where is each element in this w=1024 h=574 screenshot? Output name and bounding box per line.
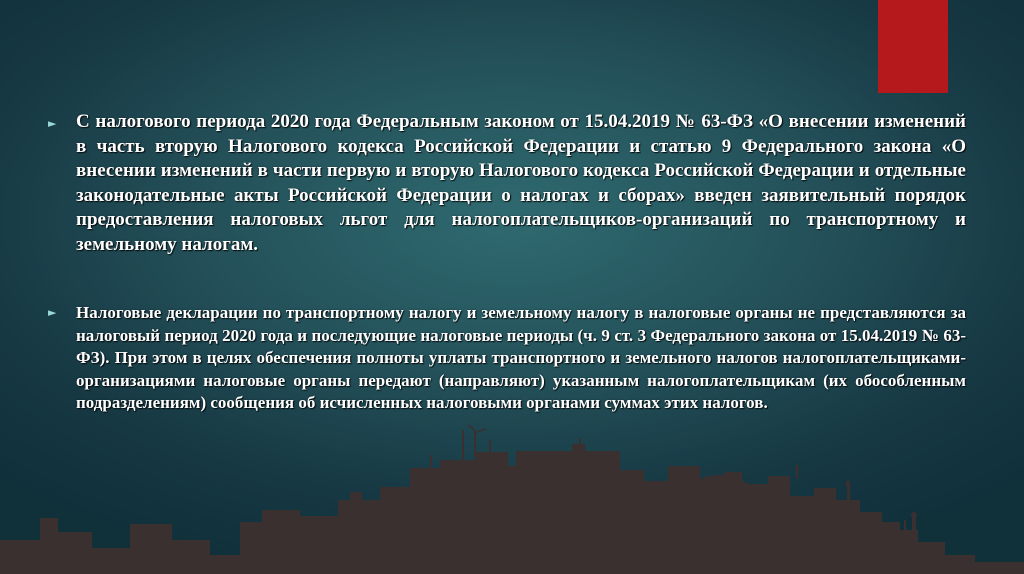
red-accent-bar [878, 0, 948, 93]
bullet-triangle-icon: ► [48, 117, 57, 130]
paragraph-tax-declarations: Налоговые декларации по транспортному налогу и земельному налогу в налоговые органы не представляются за налоговый период 2020 года и последующие налоговые периоды (ч. 9 ст. 3 Федерального закона от 15.04.2019 № 63-ФЗ). При этом в целях обеспечения полноты уплаты транспортного и земельного налогов налогоплательщиками-организациями налоговые органы передают (направляют) указанным налогоплательщикам (их обособленным подразделениям) сообщения об исчисленных налоговыми органами суммах этих налогов. [76, 303, 966, 413]
bullet-triangle-icon: ► [48, 306, 57, 319]
paragraph-tax-benefits: С налогового периода 2020 года Федеральным законом от 15.04.2019 № 63-ФЗ «О внесении изменений в часть вторую Налогового кодекса Российской Федерации и статью 9 Федерального закона «О внесении изменений в части первую и вторую Налогового кодекса Российской Федерации и отдельные законодательные акты Российской Федерации о налогах и сборах» введен заявительный порядок предоставления налоговых льгот для налогоплательщиков-организаций по транспортному и земельному налогам. [76, 111, 966, 255]
city-skyline-silhouette [0, 425, 1024, 574]
